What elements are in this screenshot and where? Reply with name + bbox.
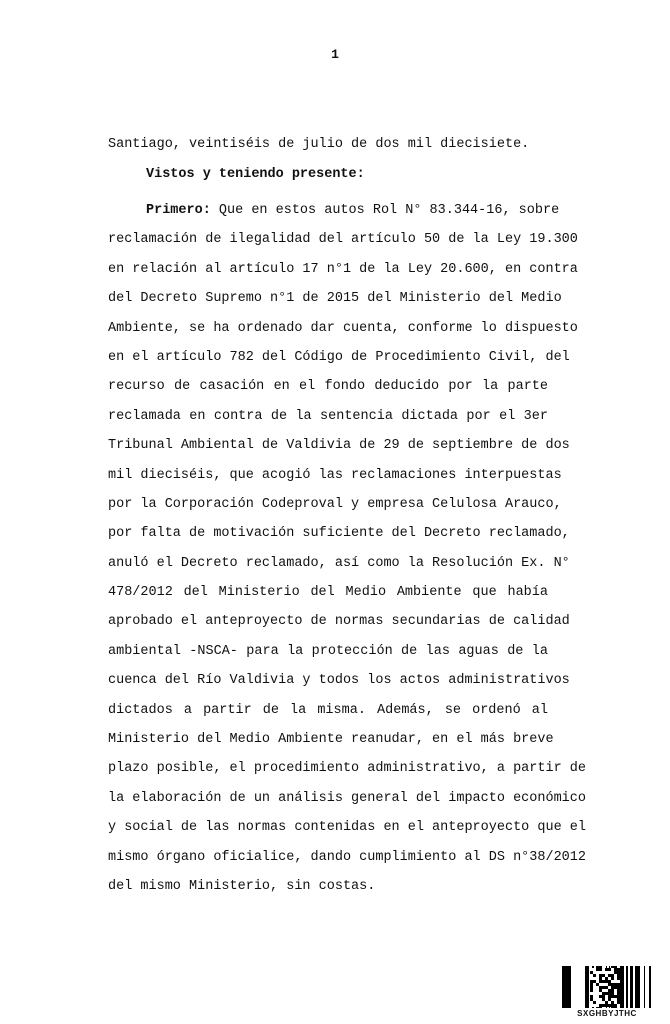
paragraph-line: cuenca del Río Valdivia y todos los actos administrativos: [108, 673, 570, 689]
barcode-cell: [605, 968, 608, 971]
barcode-cell: [611, 983, 614, 986]
barcode-cell: [590, 995, 593, 998]
barcode-cell: [611, 977, 614, 980]
barcode-cell: [593, 980, 596, 983]
barcode-cell: [605, 1004, 608, 1007]
barcode-cell: [608, 971, 611, 974]
barcode-cell: [593, 977, 596, 980]
barcode-cell: [605, 977, 608, 980]
barcode-cell: [614, 968, 617, 971]
barcode-cell: [593, 971, 596, 974]
barcode-cell: [599, 989, 602, 992]
barcode-cell: [593, 1004, 596, 1007]
barcode-cell: [617, 977, 620, 980]
barcode-cell: [596, 989, 599, 992]
barcode-cell: [590, 992, 593, 995]
barcode-cell: [593, 998, 596, 1001]
paragraph-line: del mismo Ministerio, sin costas.: [108, 878, 376, 894]
barcode-cell: [602, 1001, 605, 1004]
paragraph-line: y social de las normas contenidas en el anteproyecto que el: [108, 820, 586, 836]
barcode-cell: [602, 1004, 605, 1007]
barcode-cell: [590, 968, 593, 971]
barcode-cell: [602, 971, 605, 974]
barcode-cell: [599, 968, 602, 971]
barcode-cell: [611, 998, 614, 1001]
barcode-cell: [596, 977, 599, 980]
barcode-cell: [611, 971, 614, 974]
barcode-cell: [611, 995, 614, 998]
barcode-cell: [617, 986, 620, 989]
barcode-cell: [599, 980, 602, 983]
paragraph-line: aprobado el anteproyecto de normas secundarias de calidad: [108, 614, 570, 630]
paragraph-lead: Primero:: [146, 203, 211, 218]
barcode-cell: [602, 989, 605, 992]
barcode-cell: [608, 998, 611, 1001]
paragraph-line: por la Corporación Codeproval y empresa Celulosa Arauco,: [108, 496, 562, 512]
barcode-cell: [605, 986, 608, 989]
barcode-cell: [590, 971, 593, 974]
barcode-cell: [605, 992, 608, 995]
barcode-cell: [602, 977, 605, 980]
barcode-cell: [617, 1004, 620, 1007]
barcode-cell: [596, 1001, 599, 1004]
barcode-bar: [630, 966, 633, 1008]
barcode-cell: [608, 989, 611, 992]
barcode-cell: [605, 995, 608, 998]
barcode-cell: [590, 980, 593, 983]
barcode-cell: [593, 983, 596, 986]
paragraph-line: recurso de casación en el fondo deducido por la parte: [108, 379, 548, 395]
barcode-bar: [566, 966, 569, 1008]
barcode-cell: [590, 974, 593, 977]
barcode-cell: [608, 977, 611, 980]
barcode-cell: [608, 1004, 611, 1007]
barcode-cell: [614, 995, 617, 998]
barcode-cell: [614, 983, 617, 986]
barcode-bar: [569, 966, 571, 1008]
barcode-cell: [599, 998, 602, 1001]
barcode-bar: [620, 966, 623, 1008]
barcode-cell: [593, 992, 596, 995]
barcode-cell: [614, 986, 617, 989]
date-line: Santiago, veintiséis de julio de dos mil diecisiete.: [108, 137, 530, 152]
barcode-cell: [614, 1004, 617, 1007]
barcode-cell: [596, 968, 599, 971]
paragraph-line: en relación al artículo 17 n°1 de la Ley 20.600, en contra: [108, 261, 578, 277]
barcode-cell: [617, 989, 620, 992]
barcode-cell: [590, 983, 593, 986]
barcode-cell: [596, 995, 599, 998]
barcode-cell: [590, 986, 593, 989]
barcode-cell: [608, 992, 611, 995]
barcode-cell: [605, 971, 608, 974]
barcode-cell: [605, 989, 608, 992]
barcode-bar: [635, 966, 638, 1008]
barcode-cell: [599, 977, 602, 980]
barcode-cell: [611, 974, 614, 977]
barcode-cell: [611, 1001, 614, 1004]
barcode-cell: [608, 968, 611, 971]
paragraph-line: reclamación de ilegalidad del artículo 50 de la Ley 19.300: [108, 232, 578, 248]
barcode-cell: [590, 989, 593, 992]
barcode-cell: [596, 992, 599, 995]
barcode-bar: [638, 966, 640, 1008]
barcode-cell: [605, 1001, 608, 1004]
barcode-cell: [614, 974, 617, 977]
barcode-bar: [586, 966, 589, 1008]
barcode-cell: [602, 986, 605, 989]
barcode-cell: [608, 983, 611, 986]
barcode-cell: [602, 995, 605, 998]
paragraph-line: [108, 196, 560, 225]
barcode-cell: [596, 1004, 599, 1007]
barcode-cell: [596, 998, 599, 1001]
barcode-cell: [617, 995, 620, 998]
barcode-cell: [602, 968, 605, 971]
section-heading: Vistos y teniendo presente:: [146, 167, 365, 182]
barcode-cell: [611, 980, 614, 983]
paragraph-line: reclamada en contra de la sentencia dictada por el 3er: [108, 408, 548, 424]
barcode-bar: [623, 966, 624, 1008]
barcode-cell: [617, 968, 620, 971]
barcode-cell: [614, 971, 617, 974]
barcode-cell: [605, 983, 608, 986]
barcode-cell: [596, 986, 599, 989]
barcode-cell: [596, 974, 599, 977]
barcode-cell: [599, 995, 602, 998]
barcode-cell: [599, 1004, 602, 1007]
barcode-cell: [605, 998, 608, 1001]
barcode-cell: [617, 998, 620, 1001]
barcode-cell: [608, 1001, 611, 1004]
barcode-cell: [596, 980, 599, 983]
barcode-cell: [617, 971, 620, 974]
barcode-cell: [590, 977, 593, 980]
barcode-cell: [617, 980, 620, 983]
barcode-cell: [599, 992, 602, 995]
paragraph-line: dictados a partir de la misma. Además, se ordenó al: [108, 702, 548, 718]
barcode-cell: [599, 983, 602, 986]
barcode-cell: [617, 992, 620, 995]
paragraph-line: la elaboración de un análisis general del impacto económico: [108, 790, 586, 806]
barcode-cell: [602, 983, 605, 986]
barcode-cell: [599, 971, 602, 974]
paragraph-line: 478/2012 del Ministerio del Medio Ambiente que había: [108, 585, 548, 601]
barcode-cell: [602, 998, 605, 1001]
barcode-cell: [590, 1004, 593, 1007]
barcode-cell: [611, 986, 614, 989]
barcode-bar: [563, 966, 566, 1008]
barcode-cell: [590, 1001, 593, 1004]
barcode-cell: [614, 977, 617, 980]
barcode-cell: [617, 983, 620, 986]
barcode-bar: [585, 966, 586, 1008]
barcode-cell: [611, 1004, 614, 1007]
barcode-cell: [608, 980, 611, 983]
barcode-cell: [599, 974, 602, 977]
barcode-cell: [617, 974, 620, 977]
barcode-bar: [644, 966, 645, 1008]
barcode-code: SXGHBYJTHC: [577, 1009, 637, 1018]
barcode-cell: [590, 998, 593, 1001]
page-number: 1: [331, 47, 339, 62]
barcode-cell: [608, 986, 611, 989]
paragraph-primero: [108, 196, 586, 901]
paragraph-line: en el artículo 782 del Código de Procedimiento Civil, del: [108, 349, 570, 365]
barcode-cell: [611, 992, 614, 995]
barcode-cell: [599, 1001, 602, 1004]
barcode-cell: [614, 989, 617, 992]
barcode-cell: [614, 992, 617, 995]
barcode-cell: [614, 1001, 617, 1004]
barcode-cell: [605, 980, 608, 983]
paragraph-line: por falta de motivación suficiente del Decreto reclamado,: [108, 526, 570, 542]
barcode-bar: [649, 966, 651, 1008]
barcode-cell: [614, 980, 617, 983]
barcode-cell: [593, 986, 596, 989]
barcode-cell: [596, 983, 599, 986]
paragraph-line: mismo órgano oficialice, dando cumplimiento al DS n°38/2012: [108, 849, 586, 865]
paragraph-line: Tribunal Ambiental de Valdivia de 29 de septiembre de dos: [108, 438, 570, 454]
paragraph-first-line: Que en estos autos Rol N° 83.344-16, sobre: [210, 203, 560, 218]
paragraph-line: del Decreto Supremo n°1 de 2015 del Ministerio del Medio: [108, 291, 562, 307]
paragraph-line: mil dieciséis, que acogió las reclamaciones interpuestas: [108, 467, 562, 483]
barcode-cell: [596, 971, 599, 974]
barcode-cell: [611, 968, 614, 971]
barcode-cell: [602, 992, 605, 995]
paragraph-line: plazo posible, el procedimiento administrativo, a partir de: [108, 761, 586, 777]
paragraph-line: ambiental -NSCA- para la protección de las aguas de la: [108, 643, 548, 659]
barcode-cell: [593, 995, 596, 998]
barcode-cell: [608, 974, 611, 977]
barcode-cell: [617, 1001, 620, 1004]
paragraph-line: anuló el Decreto reclamado, así como la Resolución Ex. N°: [108, 555, 570, 571]
barcode-bar: [562, 966, 563, 1008]
barcode-cell: [605, 974, 608, 977]
barcode-cell: [602, 980, 605, 983]
barcode-cell: [611, 989, 614, 992]
barcode-cell: [614, 998, 617, 1001]
verification-barcode: [560, 966, 654, 1008]
barcode-cell: [608, 995, 611, 998]
barcode-cell: [599, 986, 602, 989]
barcode-bar: [626, 966, 628, 1008]
barcode-cell: [593, 989, 596, 992]
barcode-cell: [593, 968, 596, 971]
paragraph-line: Ministerio del Medio Ambiente reanudar, en el más breve: [108, 732, 554, 748]
barcode-cell: [593, 974, 596, 977]
paragraph-line: Ambiente, se ha ordenado dar cuenta, conforme lo dispuesto: [108, 320, 578, 336]
barcode-cell: [593, 1001, 596, 1004]
barcode-cell: [602, 974, 605, 977]
